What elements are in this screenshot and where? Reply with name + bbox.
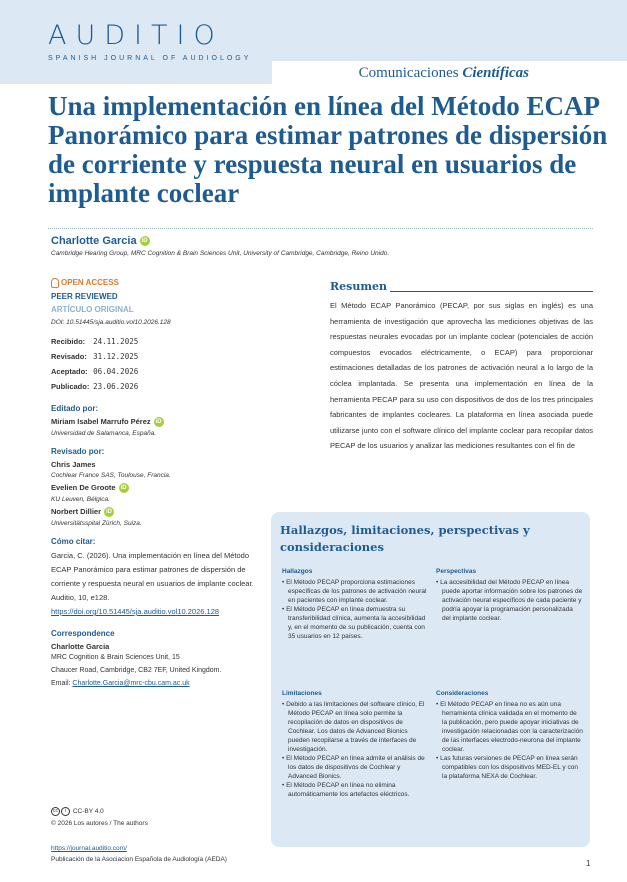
orcid-icon[interactable]: iD bbox=[141, 238, 148, 245]
date-revised: Revisado: 31.12.2025 bbox=[51, 352, 139, 361]
license-block: cc i CC-BY 4.0 © 2026 Los autores / The authors bbox=[51, 806, 148, 830]
reviewer-institution: Cochlear France SAS, Toulouse, Francia. bbox=[51, 472, 171, 480]
consideraciones-section bbox=[436, 689, 583, 781]
open-access-label: OPEN ACCESS bbox=[51, 278, 256, 288]
title-divider bbox=[48, 228, 593, 229]
limitaciones-heading: Limitaciones bbox=[282, 690, 322, 697]
author-name: Charlotte Garcia iD bbox=[51, 235, 148, 247]
correspondence-email-link[interactable]: Charlotte.Garcia@mrc-cbu.cam.ac.uk bbox=[72, 680, 190, 688]
consideraciones-heading: Consideraciones bbox=[436, 690, 489, 697]
citation-text: Garcia, C. (2026). Una implementación en línea del Método ECAP Panorámico para estimar patrones de dispersión de corriente y respuesta neural en usuarios de implante coclear. Auditio, 10, e128. https://doi.org/10.51445/sja.auditio.vol10.2026.128 bbox=[51, 551, 254, 617]
doi-text: DOI: 10.51445/sja.auditio.vol10.2026.128 bbox=[51, 319, 171, 326]
correspondence-name: Charlotte Garcia bbox=[51, 642, 110, 652]
reviewer-name: Chris James bbox=[51, 460, 96, 470]
by-icon: i bbox=[61, 807, 70, 816]
reviewer-name: Norbert Dillier iD bbox=[51, 507, 113, 517]
list-item: • Debido a las limitaciones del software clínico, El Método PECAP en línea solo permite la recopilación de datos en dispositivos de Cochlear. Los datos de Advanced Bionics pueden recopilarse a través de interfaces de investigación. bbox=[282, 700, 429, 754]
date-received: Recibido: 24.11.2025 bbox=[51, 337, 139, 346]
open-lock-icon bbox=[51, 278, 59, 288]
publisher-text: Publicación de la Asociacion Española de Audiología (AEDA) bbox=[51, 856, 227, 863]
abstract-heading: Resumen bbox=[330, 280, 390, 293]
peer-reviewed-label: PEER REVIEWED bbox=[51, 292, 118, 301]
article-type-label: ARTÍCULO ORIGINAL bbox=[51, 305, 134, 314]
perspectivas-section bbox=[436, 567, 583, 623]
article-info-sidebar bbox=[51, 278, 256, 690]
citation-doi-link[interactable]: https://doi.org/10.51445/sja.auditio.vol10.2026.128 bbox=[51, 607, 220, 617]
article-title: Una implementación en línea del Método ECAP Panorámico para estimar patrones de dispersión de corriente y respuesta neural en usuarios de implante coclear bbox=[48, 91, 608, 208]
date-published: Publicado: 23.06.2026 bbox=[51, 382, 139, 391]
journal-subtitle: SPANISH JOURNAL OF AUDIOLOGY bbox=[48, 55, 252, 62]
correspondence-address: MRC Cognition & Brain Sciences Unit, 15 Chaucer Road, Cambridge, CB2 7EF, United Kingdom. Email: Charlotte.Garcia@mrc-cbu.cam.ac.uk bbox=[51, 654, 222, 688]
abstract-text: El Método ECAP Panorámico (PECAP, por sus siglas en inglés) es una herramienta de investigación que aprovecha las mediciones objetivas de las respuestas neurales evocadas por un implante coclear (potenciales de acción compuestos evocados eléctricamente, o ECAP) para proporcionar estimaciones detalladas de los patrones de activación neural a lo largo de la cóclea implantada. Se presenta una implementación en línea de la herramienta PECAP para su uso con dispositivos de dos de los tres principales fabricantes de implantes cocleares. La plataforma en línea asociada puede utilizarse junto con el software clínico del implante coclear para recopilar datos PECAP de los usuarios y analizar las mediciones resultantes con el fin de bbox=[330, 301, 593, 451]
list-item: • El Método PECAP en línea no elimina automáticamente los artefactos eléctricos. bbox=[282, 781, 429, 799]
findings-box bbox=[271, 512, 590, 847]
reviewer-institution: KU Leuven, Bélgica. bbox=[51, 496, 110, 504]
dates-list bbox=[51, 334, 256, 394]
orcid-icon[interactable]: iD bbox=[106, 509, 113, 516]
list-item: • El Método PECAP en línea demuestra su transferibilidad clínica, aumenta la accesibilidad y, en el momento de su publicación, cuenta con 35 usuarios en 12 países. bbox=[282, 605, 429, 641]
author-affiliation: Cambridge Hearing Group, MRC Cognition & Brain Sciences Unit, University of Cambridge, Cambridge, Reino Unido. bbox=[51, 250, 390, 257]
list-item: • Las futuras versiones de PECAP en línea serán compatibles con los dispositivos MED-EL y con la plataforma NEXA de Cochlear. bbox=[436, 754, 583, 781]
reviewer-name: Evelien De Groote iD bbox=[51, 483, 127, 493]
cite-heading: Cómo citar: bbox=[51, 537, 96, 547]
limitaciones-section bbox=[282, 689, 429, 799]
correspondence-heading: Correspondence bbox=[51, 629, 115, 639]
reviewer-institution: Universitätsspital Zürich, Suiza. bbox=[51, 520, 142, 528]
editor-name: Miriam Isabel Marrufo Pérez iD bbox=[51, 417, 162, 426]
orcid-icon[interactable]: iD bbox=[120, 485, 127, 492]
section-label: Comunicaciones Científicas bbox=[358, 65, 529, 81]
cc-icon: cc bbox=[53, 807, 58, 814]
findings-title: Hallazgos, limitaciones, perspectivas y consideraciones bbox=[280, 523, 530, 554]
abstract-heading-row bbox=[330, 280, 593, 294]
edited-heading: Editado por: bbox=[51, 404, 99, 413]
orcid-icon[interactable]: iD bbox=[155, 419, 162, 426]
journal-logo: AUDITIO bbox=[48, 20, 224, 51]
date-accepted: Aceptado: 06.04.2026 bbox=[51, 367, 139, 376]
editor-institution: Universidad de Salamanca, España. bbox=[51, 430, 157, 438]
footer bbox=[51, 843, 227, 865]
list-item: • El Método PECAP proporciona estimaciones específicas de los patrones de activación neural en pacientes con implante coclear. bbox=[282, 578, 429, 605]
perspectivas-heading: Perspectivas bbox=[436, 568, 477, 575]
copyright-text: © 2026 Los autores / The authors bbox=[51, 820, 148, 827]
list-item: • El Método PECAP en línea no es aún una herramienta clínica validada en el momento de la publicación, pero puede apoyar iniciativas de investigación relacionadas con la caracterización de las interfaces electrodo-neurona del implante coclear. bbox=[436, 700, 583, 754]
list-item: • El Método PECAP en línea admite el análisis de los datos de dispositivos de Cochlear y Advanced Bionics. bbox=[282, 754, 429, 781]
reviewed-heading: Revisado por: bbox=[51, 447, 105, 457]
list-item: • La accesibilidad del Método PECAP en línea puede aportar información sobre los patrones de activación neural específicos de cada paciente y podría apoyar la programación personalizada del implante coclear. bbox=[436, 578, 583, 623]
journal-url-link[interactable]: https://journal.auditio.com/ bbox=[51, 845, 127, 852]
page-number: 1 bbox=[586, 859, 591, 868]
hallazgos-heading: Hallazgos bbox=[282, 568, 313, 575]
hallazgos-section bbox=[282, 567, 429, 641]
